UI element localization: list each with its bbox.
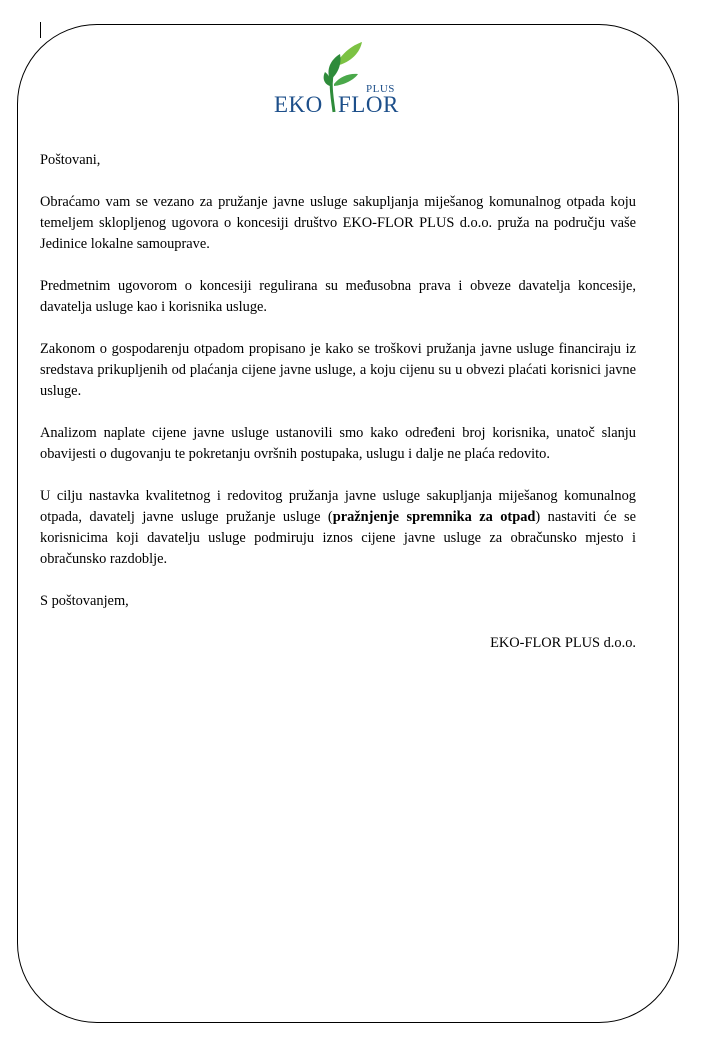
text-cursor [40, 22, 41, 38]
logo-text-plus: PLUS [366, 83, 395, 95]
letter-paragraph-3: Zakonom o gospodarenju otpadom propisano je kako se troškovi pružanja javne usluge financiraju iz sredstava prikupljenih od plaćanja cijene javne usluge, a koju cijenu su u obvezi plaćati korisnici javne usluge. [40, 341, 636, 399]
letter-paragraph-5 [40, 486, 636, 570]
paragraph-5-text-before: U cilju nastavka kvalitetnog i redovitog pružanja javne usluge sakupljanja miješanog komunalnog otpada, davatelj javne usluge pružanje usluge ( [40, 488, 636, 525]
paragraph-5-text-after: ) nastaviti će se korisnicima koji davatelju usluge podmiruju iznos cijene javne usluge za obračunsko mjesto i obračunsko razdoblje. [40, 509, 636, 567]
letter-body [40, 150, 636, 675]
letter-paragraph-1: Obraćamo vam se vezano za pružanje javne usluge sakupljanja miješanog komunalnog otpada koju temeljem sklopljenog ugovora o koncesiji društvo EKO-FLOR PLUS d.o.o. pruža na području vaše Jedinice lokalne samouprave. [40, 194, 636, 252]
company-logo [270, 40, 400, 120]
letter-paragraph-2: Predmetnim ugovorom o koncesiji regulirana su međusobna prava i obveze davatelja koncesije, davatelja usluge kao i korisnika usluge. [40, 278, 636, 315]
letter-signature: EKO-FLOR PLUS d.o.o. [490, 635, 636, 651]
paragraph-5-bold-text: pražnjenje spremnika za otpad [332, 509, 536, 525]
logo-text-eko: EKO [274, 92, 323, 117]
letter-paragraph-4: Analizom naplate cijene javne usluge ustanovili smo kako određeni broj korisnika, unatoč slanju obavijesti o dugovanju te pokretanju ovršnih postupaka, uslugu i dalje ne plaća redovito. [40, 425, 636, 462]
logo-text-flor: FLOR [338, 92, 399, 117]
letter-greeting: Poštovani, [40, 152, 101, 168]
letter-closing: S poštovanjem, [40, 593, 129, 609]
